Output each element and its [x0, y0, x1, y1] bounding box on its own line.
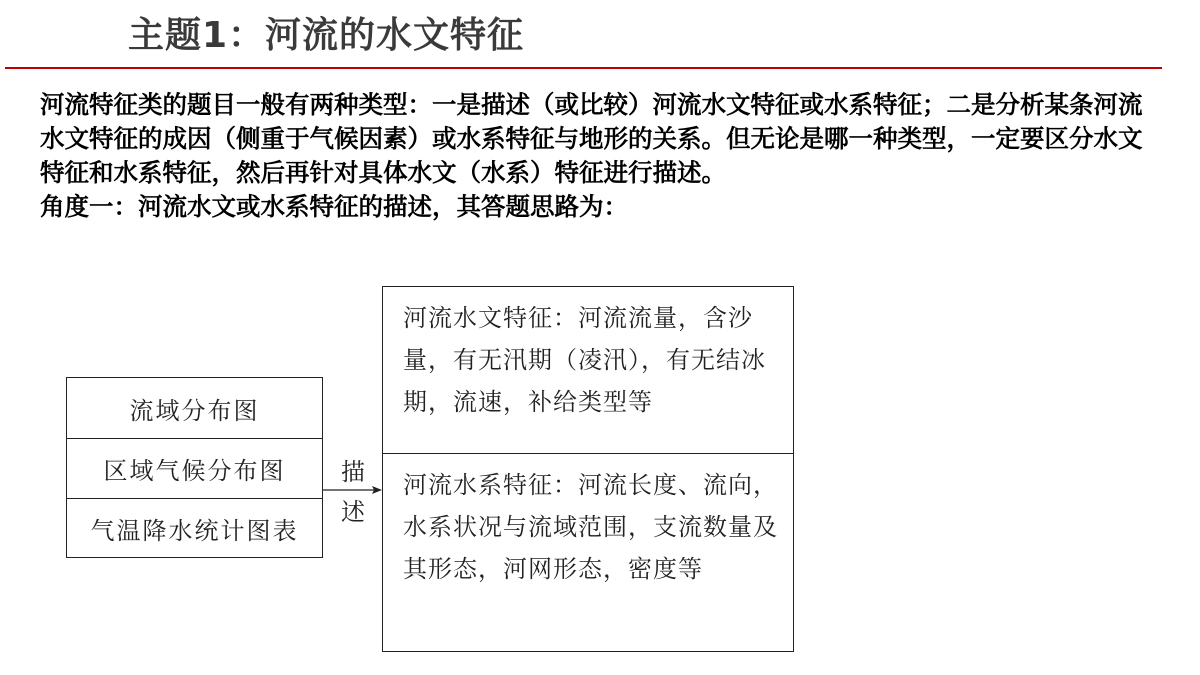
source-item: 气温降水统计图表 [67, 498, 322, 558]
right-arrow-icon [322, 484, 384, 496]
hydrological-features: 河流水文特征：河流流量，含沙量，有无汛期（凌汛），有无结冰期，流速，补给类型等 [403, 304, 766, 416]
angle-heading: 角度一：河流水文或水系特征的描述，其答题思路为： [40, 192, 628, 221]
page-title: 主题1：河流的水文特征 [128, 15, 525, 56]
intro-paragraph: 河流特征类的题目一般有两种类型：一是描述（或比较）河流水文特征或水系特征；二是分析某条河流水文特征的成因（侧重于气候因素）或水系特征与地形的关系。但无论是哪一种类型，一定要区分水文特征和水系特征，然后再针对具体水文（水系）特征进行描述。 [40, 90, 1143, 187]
title-divider [5, 67, 1162, 69]
features-box [382, 286, 794, 652]
source-materials-box [66, 377, 323, 558]
water-system-features: 河流水系特征：河流长度、流向，水系状况与流域范围，支流数量及其形态，河网形态，密度等 [383, 453, 793, 651]
arrow-label-top: 描 [341, 458, 365, 486]
source-item: 流域分布图 [129, 396, 260, 425]
arrow-label-bottom: 述 [341, 498, 365, 526]
source-item: 区域气候分布图 [67, 438, 322, 498]
body-text [40, 88, 1165, 224]
